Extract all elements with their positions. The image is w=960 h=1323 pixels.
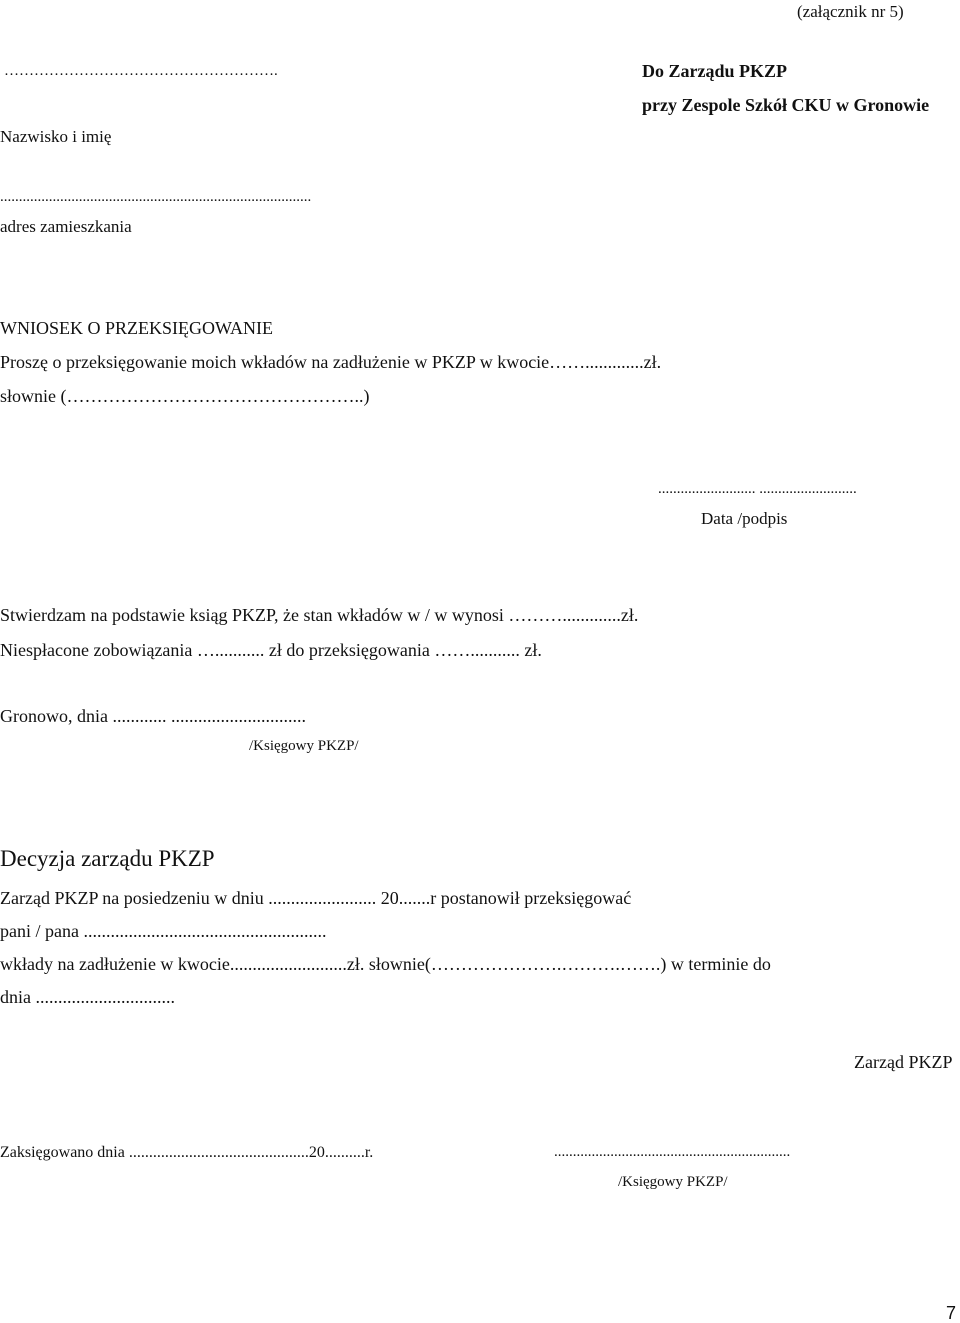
- addressee-line-1: Do Zarządu PKZP: [642, 61, 788, 81]
- page-number: 7: [946, 1303, 957, 1323]
- decision-line-3: wkłady na zadłużenie w kwocie..........................zł. słownie(………………….……….…….) w terminie do: [0, 954, 771, 974]
- verification-line-2: Niespłacone zobowiązania …........... zł do przeksięgowania ……........... zł.: [0, 640, 542, 660]
- verification-line-1: Stwierdzam na podstawie ksiąg PKZP, że stan wkładów w / w wynosi ……….............zł.: [0, 605, 639, 625]
- accountant-label: /Księgowy PKZP/: [249, 738, 359, 754]
- decision-line-1: Zarząd PKZP na posiedzeniu w dniu ........................ 20.......r postanowił przeksięgować: [0, 888, 632, 908]
- board-label: Zarząd PKZP: [854, 1052, 953, 1072]
- request-title: WNIOSEK O PRZEKSIĘGOWANIE: [0, 318, 273, 338]
- request-amount-line: Proszę o przeksięgowanie moich wkładów na zadłużenie w PKZP w kwocie…….............zł.: [0, 352, 662, 372]
- place-date-line: Gronowo, dnia ............ ..............................: [0, 706, 306, 726]
- address-label: adres zamieszkania: [0, 217, 132, 236]
- name-dots-line: ……………………………………………….: [4, 63, 278, 79]
- attachment-label: (załącznik nr 5): [797, 2, 904, 21]
- footer-accountant-dots: ...............................................................: [554, 1144, 791, 1160]
- booked-line: Zaksięgowano dnia .............................................20..........r.: [0, 1144, 374, 1161]
- signature-label: Data /podpis: [701, 509, 788, 528]
- signature-dots-line: .......................... ..........................: [658, 481, 857, 497]
- decision-line-4: dnia ...............................: [0, 987, 175, 1007]
- decision-line-2: pani / pana ......................................................: [0, 921, 327, 941]
- name-label: Nazwisko i imię: [0, 127, 112, 146]
- request-words-line: słownie (…………………………………………..): [0, 386, 370, 406]
- address-dots-line: ...................................................................................: [0, 189, 312, 205]
- decision-title: Decyzja zarządu PKZP: [0, 846, 215, 871]
- footer-accountant-label: /Księgowy PKZP/: [618, 1174, 728, 1190]
- addressee-line-2: przy Zespole Szkół CKU w Gronowie: [642, 95, 930, 115]
